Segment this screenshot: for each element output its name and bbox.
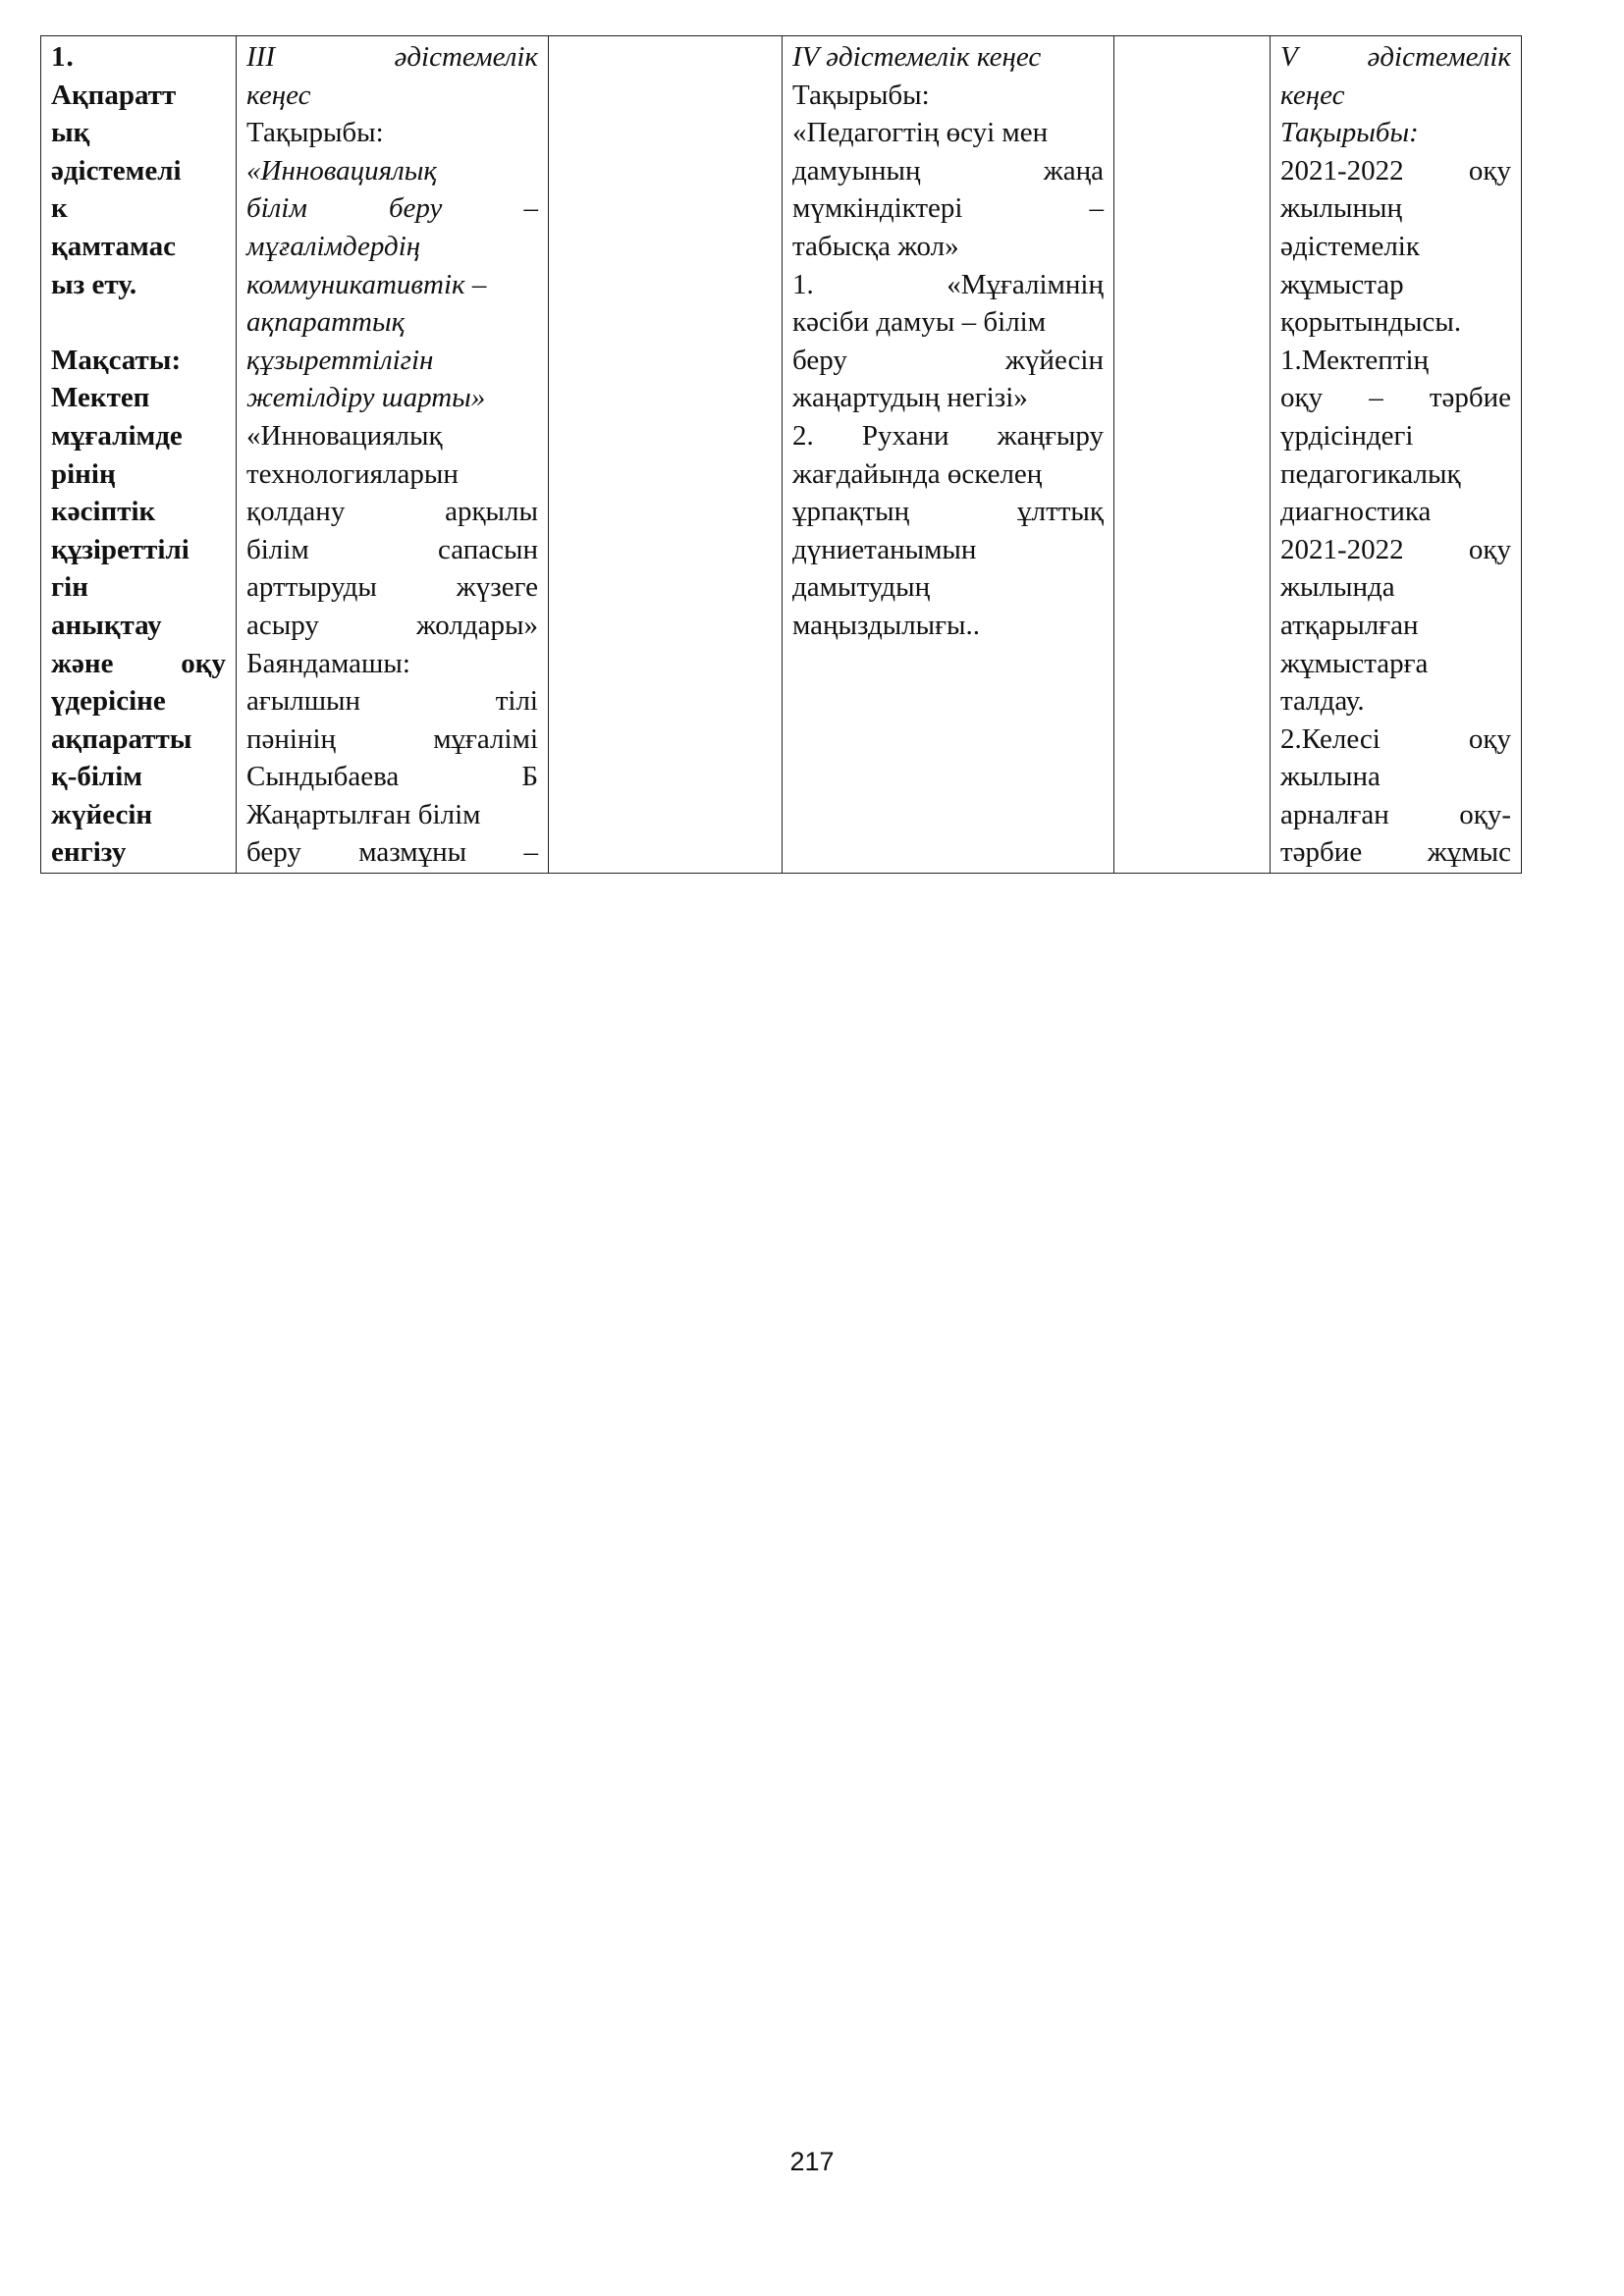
cell-line: үдерісіне (51, 685, 166, 718)
cell-line: табысқа жол» (792, 230, 959, 262)
cell-line: қолдану арқылы (246, 496, 538, 528)
cell-line: жаңартудың негізі» (792, 382, 1028, 414)
page-number: 217 (789, 2147, 835, 2176)
cell-line: 2.Келесі оқу (1280, 722, 1511, 755)
cell-line: құзіреттілі (51, 533, 189, 565)
cell-line: технологияларын (246, 457, 459, 490)
cell-line: «Инновациялық (246, 154, 437, 187)
cell-line: беру мазмұны – (246, 836, 538, 869)
cell-line: Баяндамашы: (246, 647, 410, 679)
cell-line: Мақсаты: (51, 344, 182, 376)
cell-line: 1.Мектептің (1280, 344, 1430, 376)
plan-table (40, 35, 1522, 874)
cell-line: диагностика (1280, 496, 1432, 528)
cell-line: Сындыбаева Б (246, 761, 538, 793)
cell-line: ағылшын тілі (246, 685, 538, 718)
cell-line: «Педагогтің өсуі мен (792, 117, 1049, 149)
council-3-cell (237, 36, 549, 874)
cell-line: 1. «Мұғалімнің (792, 268, 1104, 300)
cell-line: білім беру – (246, 192, 538, 225)
cell-line: Жаңартылған білім (246, 798, 481, 830)
cell-line: ық (51, 117, 90, 149)
cell-line: қамтамас (51, 230, 176, 262)
cell-line: жүйесін (51, 798, 153, 830)
cell-line: ыз ету. (51, 268, 137, 300)
cell-line: жылына (1280, 761, 1380, 793)
empty-cell (1114, 36, 1271, 874)
cell-line: беру жүйесін (792, 344, 1104, 376)
cell-line: дамуының жаңа (792, 154, 1104, 187)
cell-line: педагогикалық (1280, 457, 1461, 490)
cell-line: құзыреттілігін (246, 344, 434, 376)
cell-line: жұмыстар (1280, 268, 1404, 300)
cell-line: қ-білім (51, 761, 143, 793)
cell-line: ақпаратты (51, 722, 192, 755)
cell-line: асыру жолдары» (246, 609, 538, 641)
cell-line: анықтау (51, 609, 162, 641)
table-row (41, 36, 1522, 874)
cell-line: жұмыстарға (1280, 647, 1429, 679)
cell-line: қорытындысы. (1280, 306, 1462, 339)
cell-line: кәсіби дамуы – білім (792, 306, 1047, 339)
cell-line: V әдістемелік (1280, 41, 1511, 73)
council-5-cell (1271, 36, 1522, 874)
cell-line: білім сапасын (246, 533, 538, 565)
cell-line: енгізу (51, 836, 127, 869)
cell-line: Тақырыбы: (246, 117, 384, 149)
cell-line: рінің (51, 457, 116, 490)
cell-line: тәрбие жұмыс (1280, 836, 1511, 869)
cell-line: гін (51, 571, 88, 604)
cell-line: кеңес (246, 79, 311, 111)
cell-line: кеңес (1280, 79, 1345, 111)
cell-line: ақпараттық (246, 306, 406, 339)
council-4-cell (783, 36, 1114, 874)
cell-line: дамытудың (792, 571, 931, 604)
cell-line: пәнінің мұғалімі (246, 722, 538, 755)
cell-line: коммуникативтік – (246, 268, 487, 300)
cell-line: оқу – тәрбие (1280, 382, 1512, 414)
cell-line: жетілдіру шарты» (246, 382, 486, 414)
cell-line: үрдісіндегі (1280, 419, 1414, 452)
cell-line: Ақпаратт (51, 79, 177, 111)
cell-line: әдістемелі (51, 154, 182, 187)
cell-line: және оқу (51, 647, 226, 679)
cell-line: жылының (1280, 192, 1403, 225)
empty-cell (549, 36, 783, 874)
cell-line: дүниетанымын (792, 533, 977, 565)
cell-line: 2021-2022 оқу (1280, 154, 1511, 187)
cell-line: 2021-2022 оқу (1280, 533, 1511, 565)
cell-line: к (51, 192, 68, 225)
cell-line: ұрпақтың ұлттық (792, 496, 1104, 528)
cell-line: 1. (51, 41, 74, 73)
cell-line: арналған оқу- (1280, 798, 1511, 830)
cell-line: жылында (1280, 571, 1395, 604)
cell-line: Тақырыбы: (792, 79, 930, 111)
cell-line: арттыруды жүзеге (246, 571, 538, 604)
cell-line: мүмкіндіктері – (792, 192, 1104, 225)
cell-line: атқарылған (1280, 609, 1419, 641)
cell-line: IV әдістемелік кеңес (792, 41, 1042, 73)
cell-line: мұғалімде (51, 419, 183, 452)
direction-cell (41, 36, 237, 874)
cell-line: кәсіптік (51, 496, 156, 528)
cell-line: талдау. (1280, 685, 1365, 718)
cell-line: жағдайында өскелең (792, 457, 1043, 490)
cell-line: 2. Рухани жаңғыру (792, 419, 1105, 452)
cell-line: әдістемелік (1280, 230, 1420, 262)
cell-line: Мектеп (51, 382, 150, 414)
cell-line: маңыздылығы.. (792, 609, 981, 641)
cell-line: «Инновациялық (246, 419, 443, 452)
cell-line: мұғалімдердің (246, 230, 421, 262)
cell-line: Тақырыбы: (1280, 117, 1419, 149)
cell-line: III әдістемелік (246, 41, 538, 73)
